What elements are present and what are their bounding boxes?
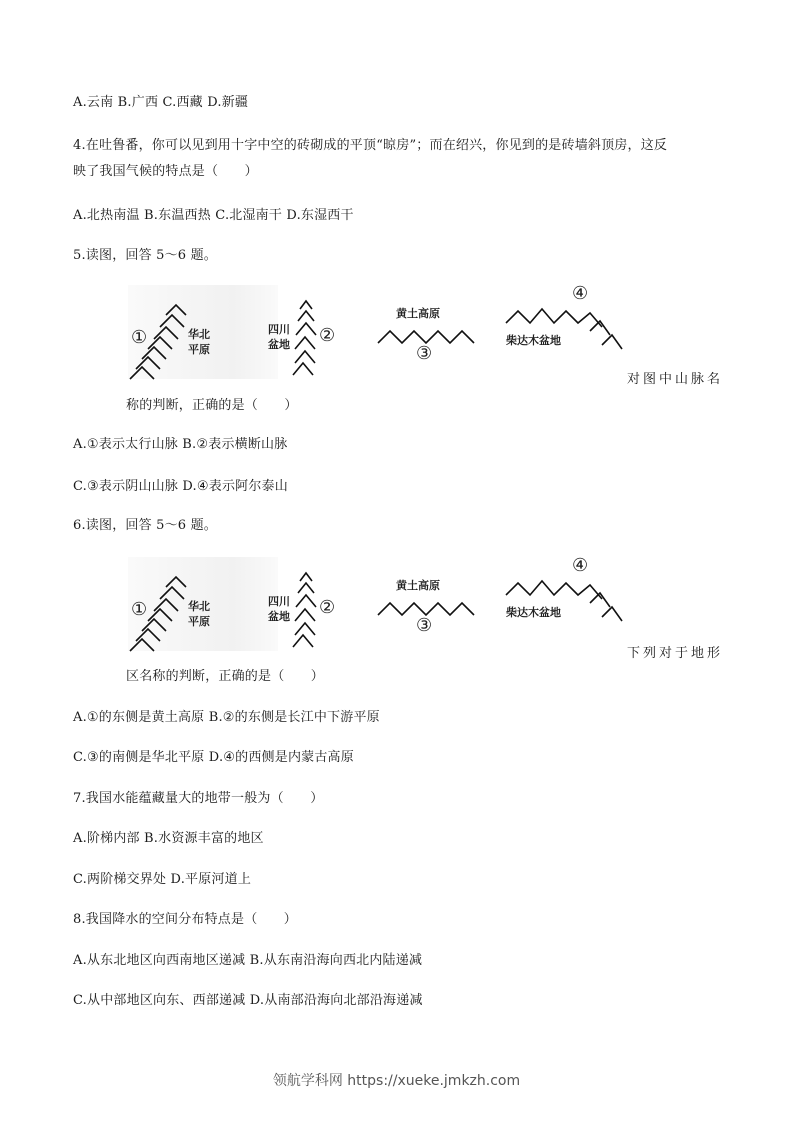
q5-options-line1: A.①表示太行山脉 B.②表示横断山脉 [73, 437, 288, 452]
marker-2: ② [319, 325, 336, 346]
q8-options-line1: A.从东北地区向西南地区递减 B.从东南沿海向西北内陆递减 [73, 953, 423, 968]
q6-options-line1: A.①的东侧是黄土高原 B.②的东侧是长江中下游平原 [73, 710, 380, 725]
label-loess-plateau: 黄土高原 [396, 307, 440, 320]
q3-options: A.云南 B.广西 C.西藏 D.新疆 [73, 95, 249, 110]
label-north-china-plain-2: 平原 [188, 343, 210, 356]
label-qaidam-basin: 柴达木盆地 [506, 606, 561, 619]
label-north-china-plain-2: 平原 [188, 615, 210, 628]
marker-1: ① [131, 599, 148, 620]
marker-2: ② [319, 597, 336, 618]
q8-stem: 8.我国降水的空间分布特点是（ ） [73, 912, 298, 927]
mountain-map-figure-2 [128, 555, 628, 655]
q7-options-line1: A.阶梯内部 B.水资源丰富的地区 [73, 831, 264, 846]
q6-stem-cont: 区名称的判断，正确的是（ ） [126, 669, 325, 684]
label-loess-plateau: 黄土高原 [396, 579, 440, 592]
q5-intro: 5.读图，回答 5～6 题。 [73, 248, 218, 263]
q4-options: A.北热南温 B.东温西热 C.北湿南干 D.东湿西干 [73, 208, 354, 223]
q8-options-line2: C.从中部地区向东、西部递减 D.从南部沿海向北部沿海递减 [73, 993, 423, 1008]
label-sichuan-basin-1: 四川 [268, 595, 290, 608]
label-north-china-plain-1: 华北 [188, 328, 210, 341]
q5-options-line2: C.③表示阴山山脉 D.④表示阿尔泰山 [73, 479, 288, 494]
q5-stem-right: 对图中山脉名 [627, 372, 724, 387]
q6-options-line2: C.③的南侧是华北平原 D.④的西侧是内蒙古高原 [73, 750, 354, 765]
marker-4: ④ [572, 555, 589, 576]
q6-intro: 6.读图，回答 5～6 题。 [73, 518, 218, 533]
marker-3: ③ [416, 343, 433, 364]
label-sichuan-basin-2: 盆地 [268, 610, 290, 623]
q4-stem-line2: 映了我国气候的特点是（ ） [73, 164, 258, 179]
label-sichuan-basin-2: 盆地 [268, 338, 290, 351]
mountain-map-figure-1 [128, 283, 628, 383]
label-north-china-plain-1: 华北 [188, 600, 210, 613]
marker-4: ④ [572, 283, 589, 304]
q4-stem-line1: 4.在吐鲁番，你可以见到用十字中空的砖砌成的平顶“晾房”；而在绍兴，你见到的是砖墙斜顶房，这反 [73, 138, 668, 153]
q7-stem: 7.我国水能蕴藏量大的地带一般为（ ） [73, 791, 324, 806]
q6-stem-right: 下列对于地形 [627, 646, 724, 661]
q5-stem-cont: 称的判断，正确的是（ ） [126, 398, 298, 413]
footer-watermark: 领航学科网 https://xueke.jmkzh.com [272, 1073, 521, 1089]
marker-1: ① [131, 327, 148, 348]
marker-3: ③ [416, 615, 433, 636]
label-sichuan-basin-1: 四川 [268, 323, 290, 336]
label-qaidam-basin: 柴达木盆地 [506, 334, 561, 347]
q7-options-line2: C.两阶梯交界处 D.平原河道上 [73, 872, 252, 887]
